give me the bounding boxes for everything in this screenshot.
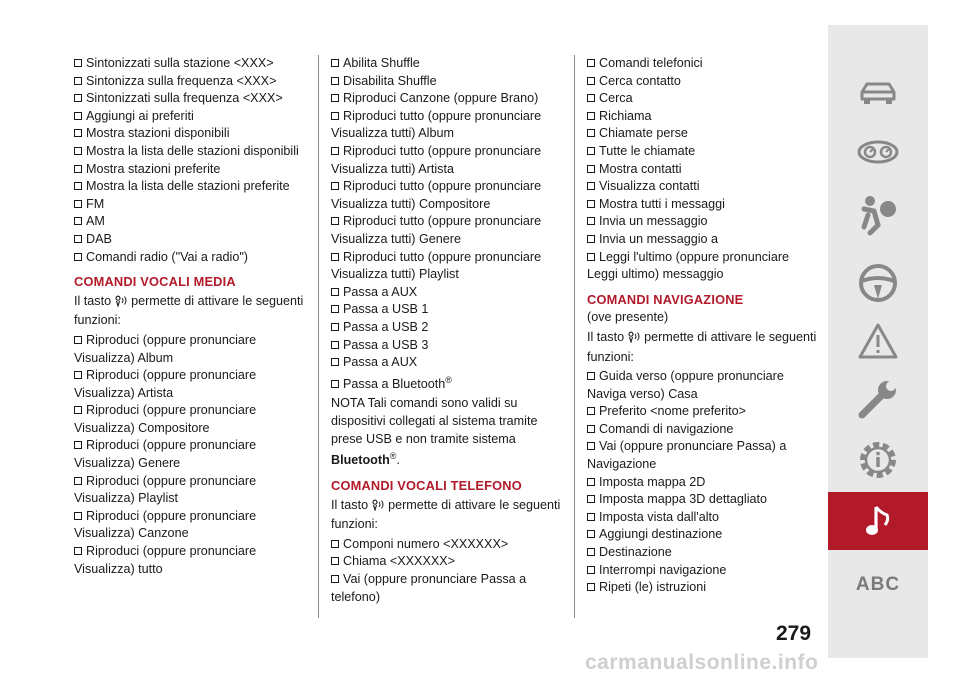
checkbox-bullet-icon — [587, 235, 595, 243]
column-divider — [574, 55, 575, 618]
checkbox-bullet-icon — [587, 129, 595, 137]
checkbox-bullet-icon — [331, 323, 339, 331]
sidebar-item-driving[interactable] — [828, 253, 928, 313]
checkbox-bullet-icon — [587, 478, 595, 486]
list-item: Riproduci Canzone (oppure Brano) — [331, 90, 571, 108]
checkbox-bullet-icon — [587, 94, 595, 102]
checkbox-bullet-icon — [74, 547, 82, 555]
media-heading: COMANDI VOCALI MEDIA — [74, 274, 236, 290]
checkbox-bullet-icon — [74, 129, 82, 137]
list-item: Aggiungi ai preferiti — [74, 108, 318, 126]
list-item: Riproduci tutto (oppure pronunciare Visualizza tutti) Artista — [331, 143, 542, 176]
list-item: Aggiungi destinazione — [587, 526, 823, 544]
checkbox-bullet-icon — [587, 147, 595, 155]
media-commands-list — [74, 332, 318, 578]
checkbox-bullet-icon — [587, 372, 595, 380]
checkbox-bullet-icon — [331, 341, 339, 349]
checkbox-bullet-icon — [331, 59, 339, 67]
navigation-subheading: (ove presente) — [587, 310, 669, 325]
sidebar-item-safety[interactable] — [828, 185, 928, 245]
wrench-icon — [856, 377, 900, 421]
checkbox-bullet-icon — [587, 566, 595, 574]
list-item: AM — [74, 213, 318, 231]
list-item: Mostra la lista delle stazioni disponibili — [74, 143, 318, 161]
list-item: Comandi radio ("Vai a radio") — [74, 249, 318, 267]
list-item: Leggi l'ultimo (oppure pronunciare Leggi ultimo) messaggio — [587, 249, 790, 282]
checkbox-bullet-icon — [331, 575, 339, 583]
list-item: Chiama <XXXXXX> — [331, 553, 571, 571]
checkbox-bullet-icon — [74, 441, 82, 449]
list-item: Sintonizzati sulla stazione <XXX> — [74, 55, 318, 73]
sidebar-item-maintenance[interactable] — [828, 373, 928, 425]
checkbox-bullet-icon — [587, 548, 595, 556]
media-intro: Il tasto permette di attivare le seguenti funzioni: — [74, 293, 304, 328]
list-item: Mostra tutti i messaggi — [587, 196, 823, 214]
checkbox-bullet-icon — [587, 513, 595, 521]
checkbox-bullet-icon — [331, 182, 339, 190]
list-item: Destinazione — [587, 544, 823, 562]
checkbox-bullet-icon — [331, 147, 339, 155]
list-item: Cerca — [587, 90, 823, 108]
checkbox-bullet-icon — [587, 583, 595, 591]
checkbox-bullet-icon — [587, 200, 595, 208]
list-item: Sintonizza sulla frequenza <XXX> — [74, 73, 318, 91]
list-item: Passa a USB 1 — [331, 301, 571, 319]
checkbox-bullet-icon — [587, 77, 595, 85]
voice-button-icon — [114, 295, 128, 313]
checkbox-bullet-icon — [74, 235, 82, 243]
checkbox-bullet-icon — [587, 59, 595, 67]
checkbox-bullet-icon — [331, 540, 339, 548]
checkbox-bullet-icon — [74, 406, 82, 414]
list-item: Vai (oppure pronunciare Passa) a Navigazione — [587, 439, 787, 472]
voice-button-icon — [371, 499, 385, 517]
list-item: Cerca contatto — [587, 73, 823, 91]
list-item: Richiama — [587, 108, 823, 126]
phone-heading: COMANDI VOCALI TELEFONO — [331, 478, 522, 494]
list-item: Riproduci (oppure pronunciare Visualizza) Album — [74, 332, 257, 365]
checkbox-bullet-icon — [74, 217, 82, 225]
list-item: DAB — [74, 231, 318, 249]
checkbox-bullet-icon — [74, 182, 82, 190]
checkbox-bullet-icon — [587, 442, 595, 450]
list-item: Riproduci (oppure pronunciare Visualizza) tutto — [74, 544, 257, 576]
list-item: FM — [74, 196, 318, 214]
sidebar-item-dashboard[interactable] — [828, 127, 928, 177]
checkbox-bullet-icon — [587, 165, 595, 173]
list-item: Riproduci (oppure pronunciare Visualizza) Compositore — [74, 403, 257, 435]
list-item: Comandi telefonici — [587, 55, 823, 73]
list-item: Imposta mappa 2D — [587, 474, 823, 492]
dashboard-icon — [857, 139, 899, 165]
sidebar-item-warnings[interactable] — [828, 315, 928, 367]
checkbox-bullet-icon — [74, 59, 82, 67]
list-item: Riproduci (oppure pronunciare Visualizza) Genere — [74, 438, 257, 471]
checkbox-bullet-icon — [331, 77, 339, 85]
sidebar-item-multimedia[interactable] — [828, 492, 928, 550]
checkbox-bullet-icon — [587, 217, 595, 225]
list-item: Ripeti (le) istruzioni — [587, 579, 823, 597]
list-item: Invia un messaggio a — [587, 231, 823, 249]
checkbox-bullet-icon — [74, 512, 82, 520]
gear-info-icon — [856, 438, 900, 482]
column-divider — [318, 55, 319, 618]
checkbox-bullet-icon — [74, 200, 82, 208]
list-item: Riproduci tutto (oppure pronunciare Visualizza tutti) Compositore — [331, 179, 542, 211]
column-1 — [74, 55, 318, 578]
list-item: Mostra la lista delle stazioni preferite — [74, 178, 318, 196]
list-item: Passa a AUX — [331, 354, 571, 372]
list-item: Guida verso (oppure pronunciare Naviga verso) Casa — [587, 369, 784, 401]
navigation-heading: COMANDI NAVIGAZIONE — [587, 291, 744, 307]
column-2 — [331, 55, 571, 606]
list-item: Passa a AUX — [331, 284, 571, 302]
checkbox-bullet-icon — [331, 358, 339, 366]
watermark: carmanualsonline.info — [585, 651, 819, 674]
sidebar-item-technical-data[interactable] — [828, 430, 928, 490]
list-item: Riproduci tutto (oppure pronunciare Visualizza tutti) Album — [331, 108, 542, 141]
list-item: Visualizza contatti — [587, 178, 823, 196]
list-item: Riproduci (oppure pronunciare Visualizza) Playlist — [74, 473, 257, 506]
list-item: Sintonizzati sulla frequenza <XXX> — [74, 90, 318, 108]
list-item: Mostra contatti — [587, 161, 823, 179]
column-3 — [587, 55, 823, 597]
list-item: Abilita Shuffle — [331, 55, 571, 73]
checkbox-bullet-icon — [74, 112, 82, 120]
list-item: Riproduci (oppure pronunciare Visualizza) Artista — [74, 368, 257, 400]
music-note-icon — [863, 503, 893, 539]
checkbox-bullet-icon — [331, 94, 339, 102]
list-item: Tutte le chiamate — [587, 143, 823, 161]
checkbox-bullet-icon — [587, 253, 595, 261]
checkbox-bullet-icon — [331, 305, 339, 313]
checkbox-bullet-icon — [587, 112, 595, 120]
checkbox-bullet-icon — [331, 112, 339, 120]
checkbox-bullet-icon — [331, 253, 339, 261]
navigation-intro: Il tasto permette di attivare le seguenti funzioni: — [587, 329, 817, 364]
list-item: Chiamate perse — [587, 125, 823, 143]
phone-intro: Il tasto permette di attivare le seguenti funzioni: — [331, 497, 561, 532]
media-commands-list-2 — [331, 55, 571, 372]
list-item: Componi numero <XXXXXX> — [331, 536, 571, 554]
checkbox-bullet-icon — [74, 371, 82, 379]
checkbox-bullet-icon — [587, 182, 595, 190]
list-item: Riproduci tutto (oppure pronunciare Visualizza tutti) Playlist — [331, 249, 542, 282]
list-item: Interrompi navigazione — [587, 562, 823, 580]
list-item: Mostra stazioni disponibili — [74, 125, 318, 143]
phone-commands-list — [331, 536, 571, 606]
page-number: 279 — [776, 622, 812, 645]
list-item: Imposta vista dall'alto — [587, 509, 823, 527]
list-item: Comandi di navigazione — [587, 421, 823, 439]
car-icon — [858, 77, 898, 107]
checkbox-bullet-icon — [331, 557, 339, 565]
note-paragraph: NOTA Tali comandi sono validi su dispositivi collegati al sistema tramite prese USB e non tramite sistema Bluetooth®. — [331, 396, 538, 468]
list-item: Passa a Bluetooth® — [331, 372, 571, 394]
list-item: Mostra stazioni preferite — [74, 161, 318, 179]
list-item: Riproduci tutto (oppure pronunciare Visualizza tutti) Genere — [331, 214, 542, 246]
phone-commands-list-2 — [587, 55, 823, 284]
warning-triangle-icon — [857, 322, 899, 360]
list-item: Preferito <nome preferito> — [587, 403, 823, 421]
checkbox-bullet-icon — [587, 495, 595, 503]
checkbox-bullet-icon — [587, 530, 595, 538]
checkbox-bullet-icon — [74, 165, 82, 173]
checkbox-bullet-icon — [74, 477, 82, 485]
checkbox-bullet-icon — [587, 407, 595, 415]
checkbox-bullet-icon — [74, 94, 82, 102]
checkbox-bullet-icon — [331, 288, 339, 296]
list-item: Passa a USB 3 — [331, 337, 571, 355]
checkbox-bullet-icon — [74, 77, 82, 85]
checkbox-bullet-icon — [74, 253, 82, 261]
checkbox-bullet-icon — [74, 147, 82, 155]
list-item: Invia un messaggio — [587, 213, 823, 231]
checkbox-bullet-icon — [74, 336, 82, 344]
checkbox-bullet-icon — [587, 425, 595, 433]
navigation-commands-list — [587, 368, 823, 597]
airbag-icon — [858, 193, 898, 237]
sidebar-item-car[interactable] — [828, 67, 928, 117]
voice-button-icon — [627, 331, 641, 349]
radio-commands-list — [74, 55, 318, 266]
section-sidebar — [828, 25, 928, 658]
list-item: Disabilita Shuffle — [331, 73, 571, 91]
steering-wheel-icon — [857, 262, 899, 304]
checkbox-bullet-icon — [331, 217, 339, 225]
list-item: Passa a USB 2 — [331, 319, 571, 337]
sidebar-item-index[interactable] — [828, 570, 928, 600]
checkbox-bullet-icon — [331, 380, 339, 388]
list-item: Imposta mappa 3D dettagliato — [587, 491, 823, 509]
list-item: Vai (oppure pronunciare Passa a telefono) — [331, 572, 527, 604]
abc-label: ABC — [855, 574, 901, 595]
list-item: Riproduci (oppure pronunciare Visualizza) Canzone — [74, 508, 257, 541]
